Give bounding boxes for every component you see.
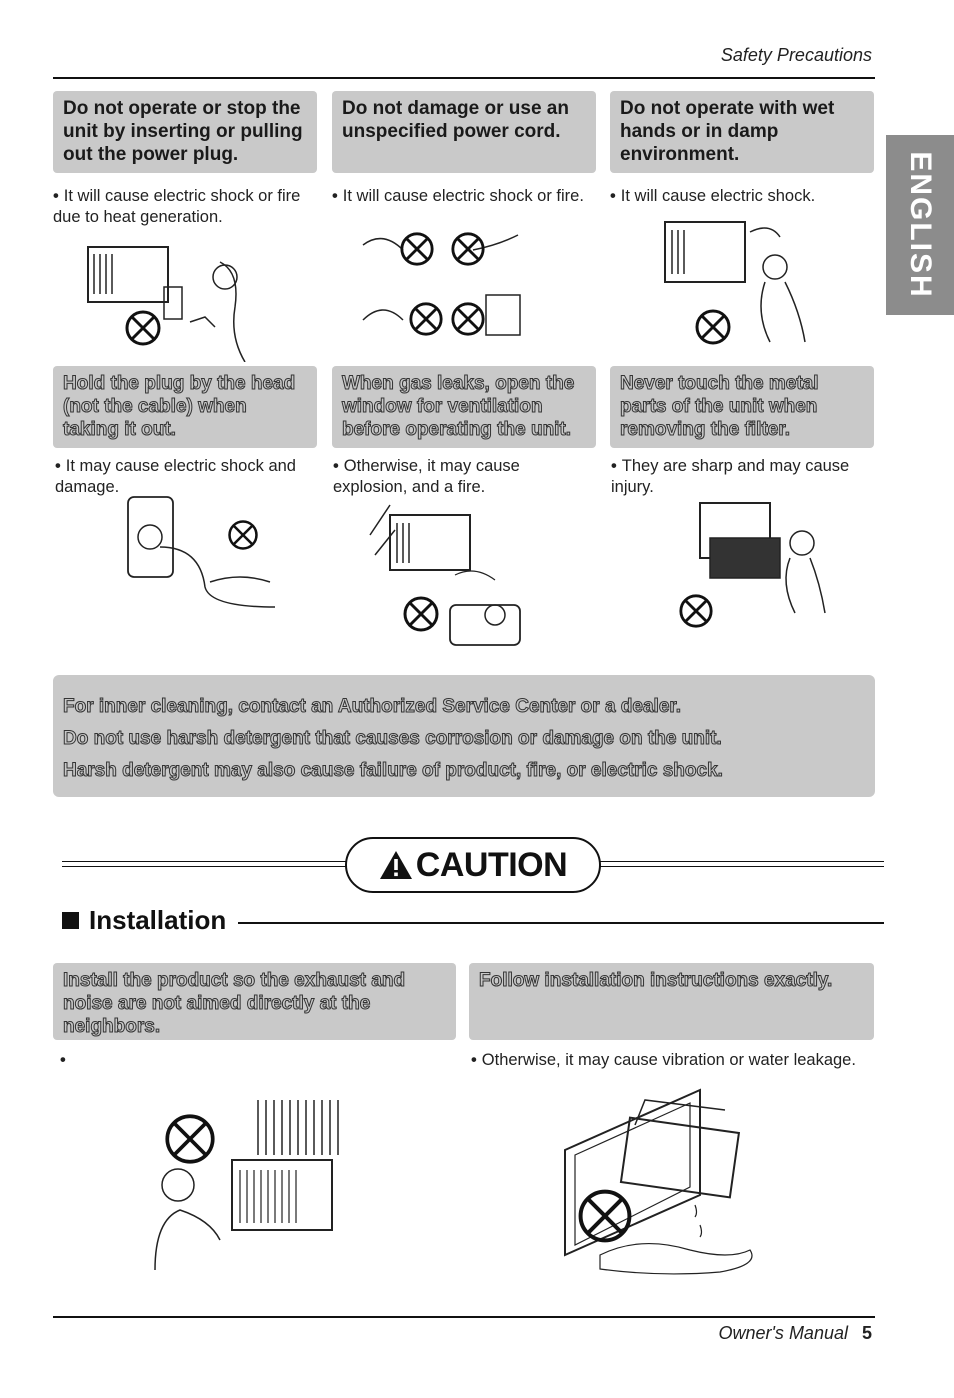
illustration-installation-leak xyxy=(560,1085,775,1280)
prohibited-icon xyxy=(678,593,714,629)
warning-note-plug-head: • It may cause electric shock and damage. xyxy=(55,457,296,496)
footer-rule xyxy=(53,1316,875,1318)
warning-note-gas-leak: • Otherwise, it may cause explosion, and a fire. xyxy=(333,457,520,496)
prohibited-icon xyxy=(163,1112,217,1166)
cleaning-notice-line-1: For inner cleaning, contact an Authorized Service Center or a dealer. xyxy=(63,696,682,717)
caution-label: CAUTION xyxy=(415,845,568,884)
warning-triangle-icon xyxy=(379,850,413,880)
language-tab-label: ENGLISH xyxy=(904,151,937,299)
prohibited-icon xyxy=(694,308,732,346)
prohibited-icon xyxy=(402,595,440,633)
installation-note-instructions: • Otherwise, it may cause vibration or water leakage. xyxy=(471,1051,856,1069)
illustration-gas-leak xyxy=(365,495,535,660)
footer-label: Owner's Manual xyxy=(718,1323,848,1343)
page-number: 5 xyxy=(861,1323,872,1343)
section-heading xyxy=(62,905,226,936)
illustration-plug-head xyxy=(100,487,280,617)
illustration-wet-hands xyxy=(660,212,820,347)
warning-note-wet-hands: • It will cause electric shock. xyxy=(610,187,816,205)
language-tab xyxy=(886,135,954,315)
installation-box-instructions: Follow installation instructions exactly. xyxy=(469,963,874,1040)
illustration-power-cord xyxy=(358,225,538,345)
installation-box-exhaust: Install the product so the exhaust and noise are not aimed directly at the neighbors. xyxy=(53,963,456,1040)
warning-note-power-cord: • It will cause electric shock or fire. xyxy=(332,187,584,205)
warning-box-power-plug: Do not operate or stop the unit by inserting or pulling out the power plug. xyxy=(53,91,317,173)
section-rule xyxy=(238,922,884,924)
prohibited-icon xyxy=(227,519,259,551)
section-title: Installation xyxy=(89,905,227,935)
prohibited-icon xyxy=(450,301,486,337)
cleaning-notice-line-2: Do not use harsh detergent that causes corrosion or damage on the unit. xyxy=(63,728,722,749)
header-rule xyxy=(53,77,875,79)
prohibited-icon xyxy=(408,301,444,337)
warning-box-wet-hands: Do not operate with wet hands or in damp environment. xyxy=(610,91,874,173)
caution-rule-left xyxy=(62,861,347,867)
warning-note-metal-parts: • They are sharp and may cause injury. xyxy=(611,457,850,496)
page-footer xyxy=(718,1323,872,1344)
cleaning-notice xyxy=(53,675,875,797)
illustration-plug-pull xyxy=(80,232,255,362)
warning-note-power-plug: • It will cause electric shock or fire due to heat generation. xyxy=(53,187,301,226)
prohibited-icon xyxy=(450,231,486,267)
cleaning-notice-line-3: Harsh detergent may also cause failure of product, fire, or electric shock. xyxy=(63,760,723,781)
page-header-title: Safety Precautions xyxy=(720,45,872,65)
warning-box-power-cord: Do not damage or use an unspecified power cord. xyxy=(332,91,596,173)
prohibited-icon xyxy=(576,1187,634,1245)
caution-banner xyxy=(345,837,601,893)
warning-box-gas-leak: When gas leaks, open the window for ventilation before operating the unit. xyxy=(332,366,596,448)
warning-box-metal-parts: Never touch the metal parts of the unit when removing the filter. xyxy=(610,366,874,448)
caution-rule-right xyxy=(599,861,884,867)
section-square-icon xyxy=(62,912,79,929)
installation-note-exhaust: • xyxy=(60,1051,66,1069)
prohibited-icon xyxy=(399,231,435,267)
prohibited-icon xyxy=(124,309,162,347)
warning-box-plug-head: Hold the plug by the head (not the cable) when taking it out. xyxy=(53,366,317,448)
